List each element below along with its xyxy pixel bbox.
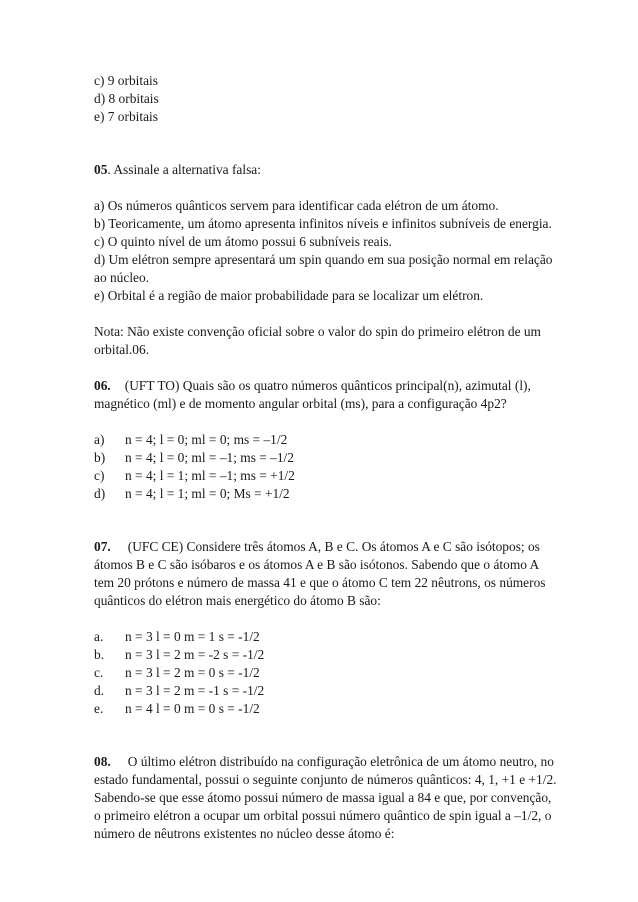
- option-text: n = 4; l = 0; ml = 0; ms = –1/2: [125, 432, 288, 447]
- option-text: n = 4; l = 0; ml = –1; ms = –1/2: [125, 450, 294, 465]
- question-text: . Assinale a alternativa falsa:: [107, 162, 261, 177]
- question-text: O último elétron distribuído na configuração eletrônica de um átomo neutro, no: [127, 754, 554, 769]
- option-a: a) Os números quânticos servem para identificar cada elétron de um átomo.: [94, 198, 499, 213]
- note-line-1: Nota: Não existe convenção oficial sobre o valor do spin do primeiro elétron de um: [94, 324, 541, 339]
- question-07-stem-3: tem 20 prótons e número de massa 41 e que o átomo C tem 22 nêutrons, os números: [94, 575, 546, 590]
- option-text: n = 4 l = 0 m = 0 s = -1/2: [125, 701, 260, 716]
- option-label: c): [94, 468, 105, 483]
- option-label: e.: [94, 701, 104, 716]
- option-b: [94, 449, 554, 467]
- question-08-stem-5: número de nêutrons existentes no núcleo desse átomo é:: [94, 826, 395, 841]
- option-d: d) 8 orbitais: [94, 91, 159, 106]
- question-07-stem-1: [94, 538, 554, 556]
- option-text: n = 4; l = 1; ml = –1; ms = +1/2: [125, 468, 295, 483]
- option-text: n = 4; l = 1; ml = 0; Ms = +1/2: [125, 486, 290, 501]
- option-label: d): [94, 486, 106, 501]
- question-07: [94, 538, 554, 718]
- question-05-stem: [94, 161, 554, 179]
- q04-options-tail: [94, 72, 554, 126]
- option-b: b) Teoricamente, um átomo apresenta infinitos níveis e infinitos subníveis de energia.: [94, 216, 552, 231]
- option-label: a.: [94, 629, 104, 644]
- option-label: d.: [94, 683, 105, 698]
- option-label: a): [94, 432, 105, 447]
- question-06-stem-1: [94, 377, 554, 395]
- option-a: [94, 628, 554, 646]
- option-label: b.: [94, 647, 105, 662]
- option-d: d) Um elétron sempre apresentará um spin quando em sua posição normal em relação: [94, 252, 553, 267]
- question-05: [94, 161, 554, 359]
- option-c: c) 9 orbitais: [94, 73, 158, 88]
- question-number: 06.: [94, 378, 111, 393]
- option-e: [94, 700, 554, 718]
- question-06-stem-2: magnético (ml) e de momento angular orbital (ms), para a configuração 4p2?: [94, 396, 507, 411]
- option-e: e) Orbital é a região de maior probabilidade para se localizar um elétron.: [94, 288, 484, 303]
- question-08-stem-2: estado fundamental, possui o seguinte conjunto de números quânticos: 4, 1, +1 e +1/2.: [94, 772, 557, 787]
- question-08-stem-1: [94, 753, 554, 771]
- option-a: [94, 431, 554, 449]
- question-08-stem-3: Sabendo-se que esse átomo possui número de massa igual a 84 e que, por convenção,: [94, 790, 552, 805]
- option-c: [94, 467, 554, 485]
- option-text: n = 3 l = 0 m = 1 s = -1/2: [125, 629, 260, 644]
- option-text: n = 3 l = 2 m = -2 s = -1/2: [125, 647, 265, 662]
- question-06: [94, 377, 554, 503]
- option-label: b): [94, 450, 106, 465]
- question-number: 07.: [94, 539, 111, 554]
- option-d: [94, 485, 554, 503]
- option-b: [94, 646, 554, 664]
- option-e: e) 7 orbitais: [94, 109, 158, 124]
- option-text: n = 3 l = 2 m = -1 s = -1/2: [125, 683, 265, 698]
- question-08: [94, 753, 557, 843]
- question-number: 05: [94, 162, 108, 177]
- note-line-2: orbital.06.: [94, 342, 150, 357]
- option-d-cont: ao núcleo.: [94, 270, 150, 285]
- option-c: [94, 664, 554, 682]
- question-08-stem-4: o primeiro elétron a ocupar um orbital possui número quântico de spin igual a –1/2, o: [94, 808, 552, 823]
- document-page: [94, 72, 557, 843]
- option-d: [94, 682, 554, 700]
- option-c: c) O quinto nível de um átomo possui 6 subníveis reais.: [94, 234, 392, 249]
- question-text: (UFC CE) Considere três átomos A, B e C. Os átomos A e C são isótopos; os: [127, 539, 540, 554]
- question-07-stem-4: quânticos do elétron mais energético do átomo B são:: [94, 593, 381, 608]
- question-text: (UFT TO) Quais são os quatro números quânticos principal(n), azimutal (l),: [124, 378, 531, 393]
- question-07-stem-2: átomos B e C são isóbaros e os átomos A e B são isótonos. Sabendo que o átomo A: [94, 557, 540, 572]
- question-number: 08.: [94, 754, 111, 769]
- option-text: n = 3 l = 2 m = 0 s = -1/2: [125, 665, 260, 680]
- option-label: c.: [94, 665, 104, 680]
